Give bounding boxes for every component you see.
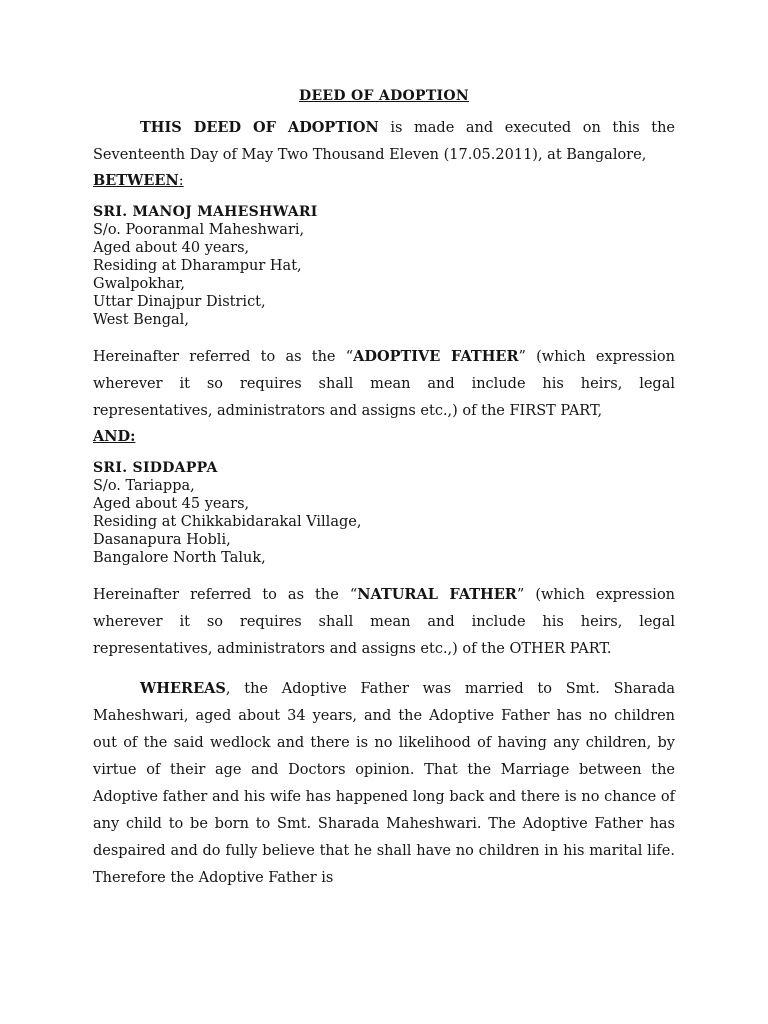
party-two-line: Residing at Chikkabidarakal Village, <box>93 514 362 530</box>
party-one-line: Aged about 40 years, <box>93 240 250 256</box>
between-colon: : <box>178 173 184 189</box>
party-two-name: SRI. SIDDAPPA <box>93 460 218 476</box>
intro-paragraph <box>93 114 675 169</box>
between-label: BETWEEN <box>93 172 179 189</box>
deed-page <box>93 86 675 892</box>
party-two-line: Aged about 45 years, <box>93 496 250 512</box>
party-two-line: S/o. Tariappa, <box>93 478 195 494</box>
party-one-line: West Bengal, <box>93 312 189 328</box>
whereas-paragraph <box>93 675 675 892</box>
party-one-clause-pre: Hereinafter referred to as the “ <box>93 349 354 365</box>
party-one-block <box>93 203 675 329</box>
document-title: DEED OF ADOPTION <box>299 88 469 104</box>
party-one-line: Gwalpokhar, <box>93 276 186 292</box>
intro-text: is made and executed on this the Seventeenth Day of May Two Thousand Eleven (17.05.2011), at Bangalore, <box>93 120 675 163</box>
between-heading <box>93 171 675 191</box>
natural-father-term: NATURAL FATHER <box>357 586 517 603</box>
whereas-text: , the Adoptive Father was married to Smt. Sharada Maheshwari, aged about 34 years, and the Adoptive Father has no children out of the said wedlock and there is no likelihood of having any children, by virtue of their age and Doctors opinion. That the Marriage between the Adoptive father and his wife has happened long back and there is no chance of any child to be born to Smt. Sharada Maheshwari. The Adoptive Father has despaired and do fully believe that he shall have no children in his marital life. Therefore the Adoptive Father is <box>93 681 675 886</box>
party-one-line: S/o. Pooranmal Maheshwari, <box>93 222 305 238</box>
party-two-clause-pre: Hereinafter referred to as the “ <box>93 587 358 603</box>
intro-bold-heading: THIS DEED OF ADOPTION <box>140 119 379 136</box>
party-two-line: Dasanapura Hobli, <box>93 532 231 548</box>
party-two-block <box>93 459 675 567</box>
party-two-clause <box>93 581 675 663</box>
party-one-name: SRI. MANOJ MAHESHWARI <box>93 204 318 220</box>
and-heading: AND: <box>93 428 136 445</box>
party-one-clause-post: ” (which expression wherever it so requires shall mean and include his heirs, legal representatives, administrators and assigns etc.,) of the FIRST PART, <box>93 349 675 419</box>
party-one-clause <box>93 343 675 425</box>
adoptive-father-term: ADOPTIVE FATHER <box>353 348 519 365</box>
party-one-line: Residing at Dharampur Hat, <box>93 258 302 274</box>
party-two-clause-post: ” (which expression wherever it so requires shall mean and include his heirs, legal representatives, administrators and assigns etc.,) of the OTHER PART. <box>93 587 676 657</box>
party-one-line: Uttar Dinajpur District, <box>93 294 266 310</box>
whereas-bold: WHEREAS <box>140 680 226 697</box>
party-two-line: Bangalore North Taluk, <box>93 550 266 566</box>
